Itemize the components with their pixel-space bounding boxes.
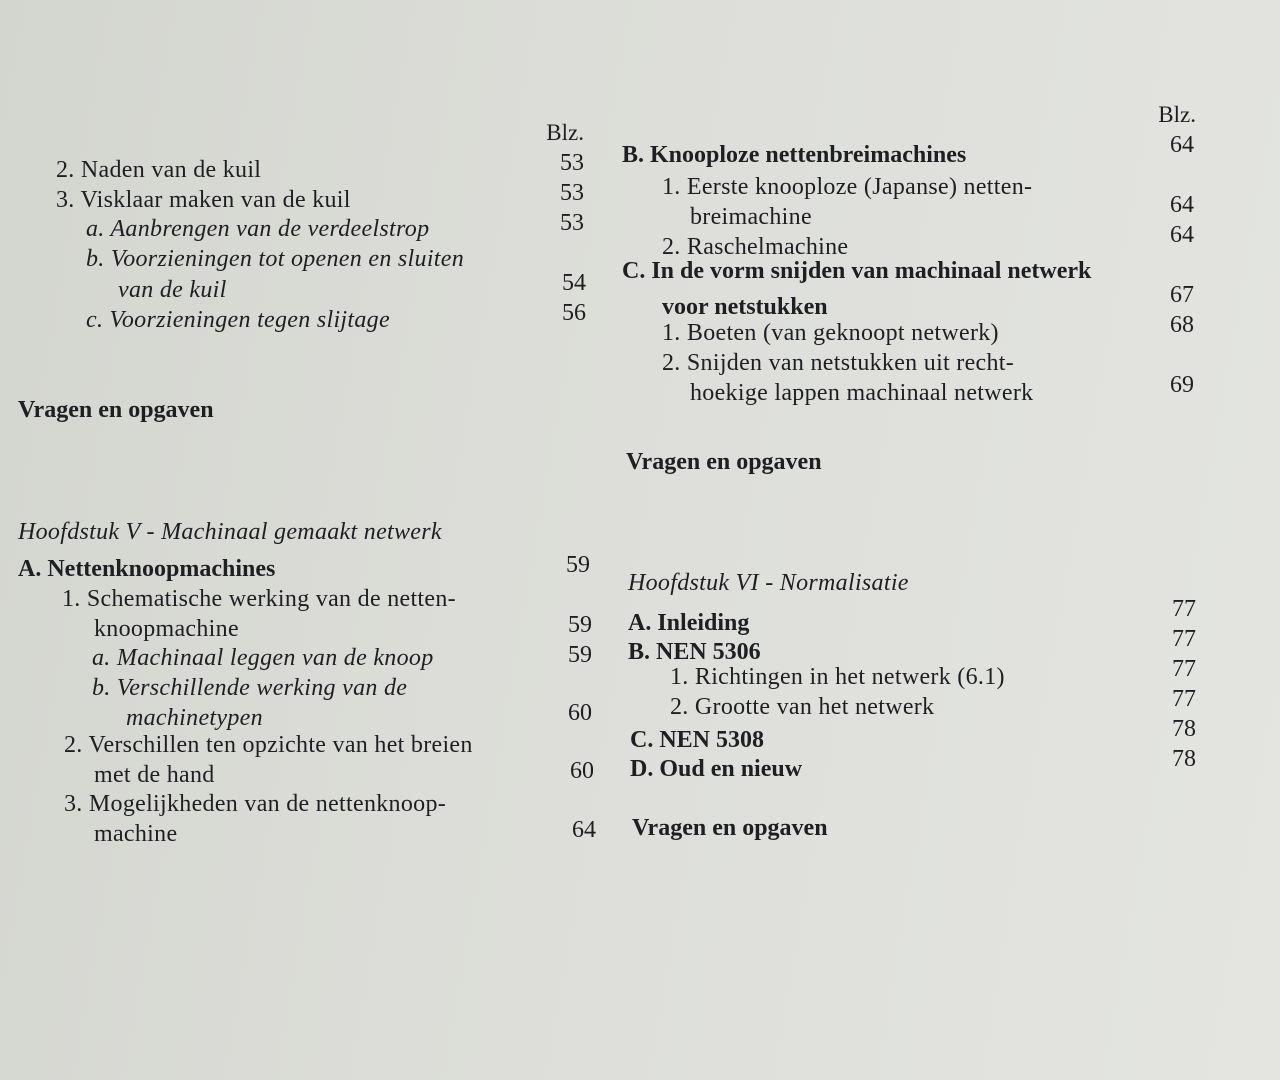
page-number: 77 — [1172, 626, 1196, 652]
page-number: 64 — [1170, 132, 1194, 158]
toc-section: B. NEN 5306 — [628, 639, 761, 665]
page-number: 68 — [1170, 312, 1194, 338]
toc-section: D. Oud en nieuw — [630, 756, 803, 782]
toc-section-continued: voor netstukken — [662, 294, 828, 320]
toc-entry-continued: met de hand — [94, 762, 215, 788]
questions-heading: Vragen en opgaven — [18, 397, 214, 423]
toc-section: B. Knooploze nettenbreimachines — [622, 142, 967, 168]
toc-entry-continued: knoopmachine — [94, 616, 239, 642]
toc-entry: 2. Snijden van netstukken uit recht- — [662, 350, 1015, 376]
toc-section: A. Nettenknoopmachines — [18, 556, 276, 582]
toc-subentry: c. Voorzieningen tegen slijtage — [86, 307, 390, 333]
toc-entry: 1. Eerste knooploze (Japanse) netten- — [662, 174, 1033, 200]
toc-subentry-continued: machinetypen — [126, 705, 263, 731]
page-number: 78 — [1172, 746, 1196, 772]
toc-entry: 1. Boeten (van geknoopt netwerk) — [662, 320, 999, 346]
questions-heading: Vragen en opgaven — [632, 815, 828, 841]
page-number: 59 — [566, 552, 590, 578]
page-number: 53 — [560, 150, 584, 176]
page-number: 64 — [572, 817, 596, 843]
toc-entry: 2. Grootte van het netwerk — [670, 694, 935, 720]
page-number: 54 — [562, 270, 586, 296]
page-column-header: Blz. — [1158, 102, 1196, 127]
toc-subentry: a. Machinaal leggen van de knoop — [92, 645, 434, 671]
toc-entry: 2. Verschillen ten opzichte van het breien — [64, 732, 473, 758]
toc-entry: 1. Schematische werking van de netten- — [62, 586, 456, 612]
page-number: 53 — [560, 180, 584, 206]
page-number: 64 — [1170, 222, 1194, 248]
chapter-title: Hoofdstuk V - Machinaal gemaakt netwerk — [18, 519, 442, 545]
page-number: 69 — [1170, 372, 1194, 398]
toc-subentry: b. Voorzieningen tot openen en sluiten — [86, 246, 465, 272]
page-column-header: Blz. — [546, 120, 584, 145]
toc-section: C. NEN 5308 — [630, 727, 765, 753]
page-number: 77 — [1172, 656, 1196, 682]
questions-heading: Vragen en opgaven — [626, 449, 822, 475]
page-number: 78 — [1172, 716, 1196, 742]
page-number: 59 — [568, 642, 592, 668]
toc-entry-continued: hoekige lappen machinaal netwerk — [690, 380, 1034, 406]
chapter-title: Hoofdstuk VI - Normalisatie — [628, 570, 909, 596]
page-number: 59 — [568, 612, 592, 638]
toc-section: A. Inleiding — [628, 610, 750, 636]
toc-subentry-continued: van de kuil — [118, 277, 227, 303]
toc-section: C. In de vorm snijden van machinaal netwerk — [622, 258, 1092, 284]
toc-entry: 2. Naden van de kuil — [56, 157, 262, 183]
page-number: 60 — [568, 700, 592, 726]
toc-entry-continued: breimachine — [690, 204, 812, 230]
page-number: 67 — [1170, 282, 1194, 308]
page-number: 77 — [1172, 686, 1196, 712]
page-number: 60 — [570, 758, 594, 784]
toc-entry: 1. Richtingen in het netwerk (6.1) — [670, 664, 1005, 690]
toc-right-column — [610, 0, 1280, 1080]
toc-subentry: b. Verschillende werking van de — [92, 675, 408, 701]
page-number: 56 — [562, 300, 586, 326]
toc-entry: 3. Mogelijkheden van de nettenknoop- — [64, 791, 447, 817]
toc-entry: 2. Raschelmachine — [662, 234, 849, 260]
toc-entry: 3. Visklaar maken van de kuil — [56, 187, 351, 213]
page-number: 77 — [1172, 596, 1196, 622]
toc-subentry: a. Aanbrengen van de verdeelstrop — [86, 216, 430, 242]
toc-left-column — [0, 0, 610, 1080]
page-number: 53 — [560, 210, 584, 236]
page-number: 64 — [1170, 192, 1194, 218]
toc-entry-continued: machine — [94, 821, 178, 847]
